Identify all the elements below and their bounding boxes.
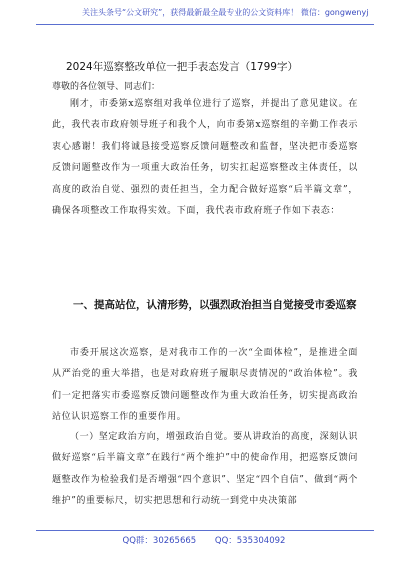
- footer-qq-number: QQ：535304092: [214, 536, 286, 546]
- footer-divider: [36, 530, 374, 531]
- footer-qq-group: QQ群：30265665: [122, 536, 197, 546]
- body-paragraph-2: 市委开展这次巡察，是对我市工作的一次“全面体检”，是推进全面从严治党的重大举措，也是对政府班子履职尽责情况的“政治体检”。我们一定把落实市委巡察反馈问题整改作为重大政治任务，切实提高政治站位认识巡察工作的重要作用。: [52, 348, 358, 423]
- salutation: 尊敬的各位领导、同志们：: [52, 82, 161, 92]
- body-paragraph-1: 刚才，市委第x巡察组对我单位进行了巡察，并提出了意见建议。在此，我代表市政府领导班子和我个人，向市委第x巡察组的辛勤工作表示衷心感谢！我们将诚恳接受巡察反馈问题整改和监督，坚决把市委巡察反馈问题整改作为一项重大政治任务，切实扛起巡察整改主体责任，以高度的政治自觉、强烈的责任担当，全力配合做好巡察“后半篇文章”，确保各项整改工作取得实效。下面，我代表市政府班子作如下表态：: [52, 99, 358, 217]
- header-divider: [36, 24, 374, 25]
- header-promo-note: 关注头条号“公文研究”，获得最新最全最专业的公文资料库！ 微信：gongwenyj: [82, 8, 369, 17]
- section-heading-1: 一、提高站位，认清形势，以强烈政治担当自觉接受市委巡察: [73, 299, 357, 311]
- body-paragraph-3: （一）坚定政治方向，增强政治自觉。要从讲政治的高度，深刻认识做好巡察“后半篇文章”在践行“两个维护”中的使命作用，把巡察反馈问题整改作为检验我们是否增强“四个意识”、坚定“四个自信”、做到“两个维护”的重要标尺，切实把思想和行动统一到党中央决策部: [52, 432, 359, 507]
- footer-contact: [0, 536, 408, 546]
- document-title: 2024年巡察整改单位一把手表态发言（1799字）: [66, 61, 298, 73]
